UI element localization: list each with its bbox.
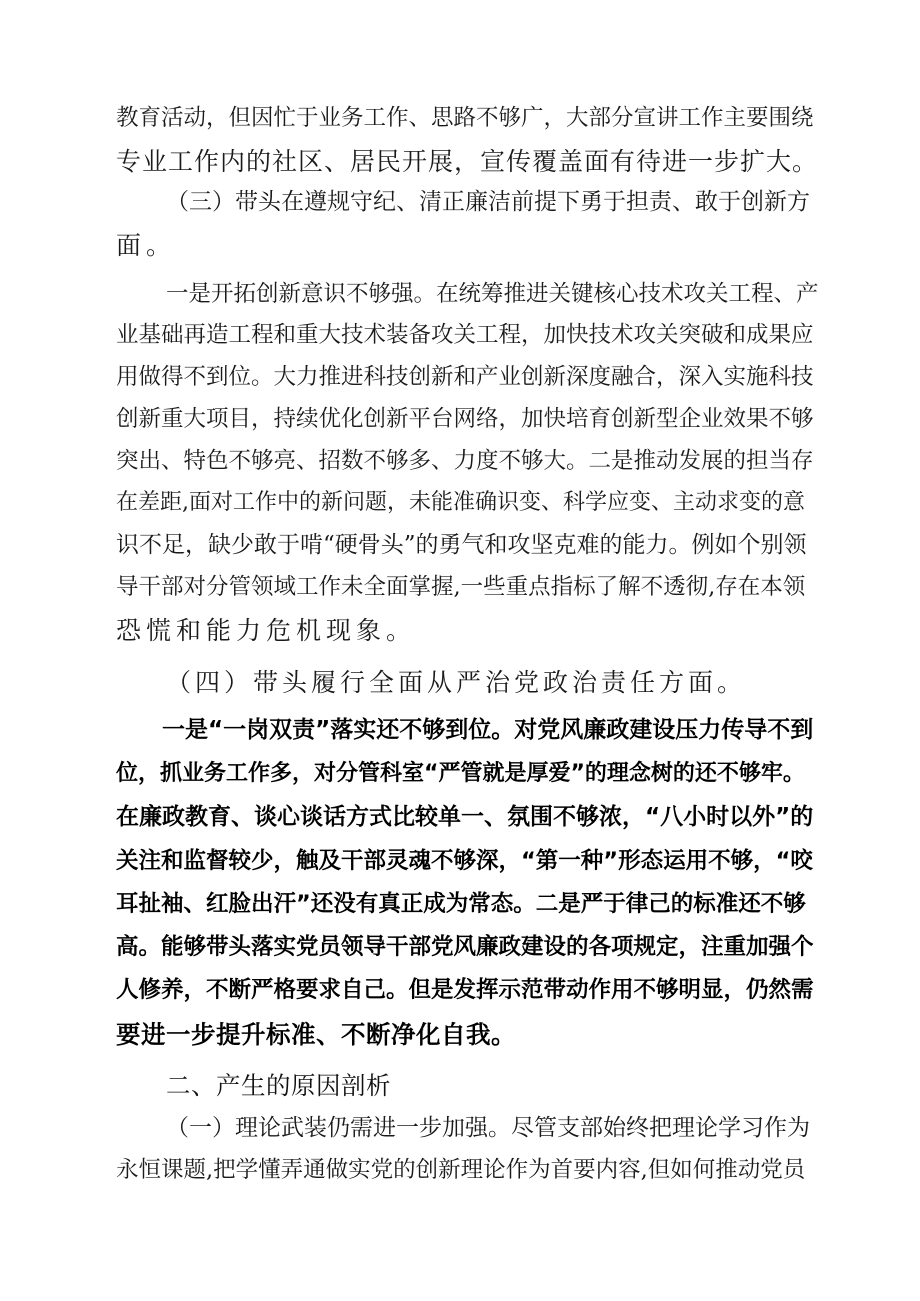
body-text-line: 突出、特色不够亮、招数不够多、力度不够大。二是推动发展的担当存 [116, 448, 814, 474]
body-text-line: 位，抓业务工作多，对分管科室“严管就是厚爱”的理念树的还不够牢。 [116, 761, 805, 786]
body-text-line: 业基础再造工程和重大技术装备攻关工程，加快技术攻关突破和成果应 [116, 322, 814, 348]
section-heading-3: （三）带头在遵规守纪、清正廉洁前提下勇于担责、敢于创新方 [166, 189, 810, 215]
body-text-line: 识不足，缺少敢于啃“硬骨头”的勇气和攻坚克难的能力。例如个别领 [116, 532, 807, 558]
body-text-line: 导干部对分管领域工作未全面掌握,一些重点指标了解不透彻,存在本领 [116, 574, 806, 600]
body-text-line: 关注和监督较少，触及干部灵魂不够深，“第一种”形态运用不够，“咬 [116, 848, 813, 874]
body-text-line: （一）理论武装仍需进一步加强。尽管支部始终把理论学习作为 [166, 1115, 810, 1141]
body-text-line: 创新重大项目，持续优化创新平台网络，加快培育创新型企业效果不够 [116, 406, 814, 432]
body-text-line: 用做得不到位。大力推进科技创新和产业创新深度融合，深入实施科技 [116, 364, 814, 390]
body-text-line: 要进一步提升标准、不断净化自我。 [116, 1020, 516, 1049]
body-text-line: 在廉政教育、谈心谈话方式比较单一、氛围不够浓，“八小时以外”的 [116, 804, 814, 830]
body-text-line: 在差距,面对工作中的新问题，未能准确识变、科学应变、主动求变的意 [116, 490, 805, 515]
body-text-line: 恐慌和能力危机现象。 [116, 616, 417, 645]
body-text-line: 永恒课题,把学懂弄通做实党的创新理论作为首要内容,但如何推动党员 [116, 1157, 806, 1183]
body-text-line: 面。 [116, 231, 177, 260]
body-text-line: 人修养，不断严格要求自己。但是发挥示范带动作用不够明显，仍然需 [116, 977, 814, 1003]
section-heading-4: （四）带头履行全面从严治党政治责任方面。 [166, 668, 747, 697]
body-text-line: 一是“一岗双责”落实还不够到位。对党风廉政建设压力传导不到 [162, 717, 814, 743]
body-text-line: 高。能够带头落实党员领导干部党风廉政建设的各项规定，注重加强个 [116, 934, 814, 960]
body-text-line: 一是开拓创新意识不够强。在统筹推进关键核心技术攻关工程、产 [166, 281, 819, 307]
body-text-line: 教育活动，但因忙于业务工作、思路不够广，大部分宣讲工作主要围绕 [116, 105, 814, 131]
body-text-line: 耳扯袖、红脸出汗”还没有真正成为常态。二是严于律己的标准还不够 [116, 891, 806, 917]
chapter-heading: 二、产生的原因剖析 [166, 1071, 391, 1100]
body-text-line: 专业工作内的社区、居民开展，宣传覆盖面有待进一步扩大。 [116, 147, 819, 176]
